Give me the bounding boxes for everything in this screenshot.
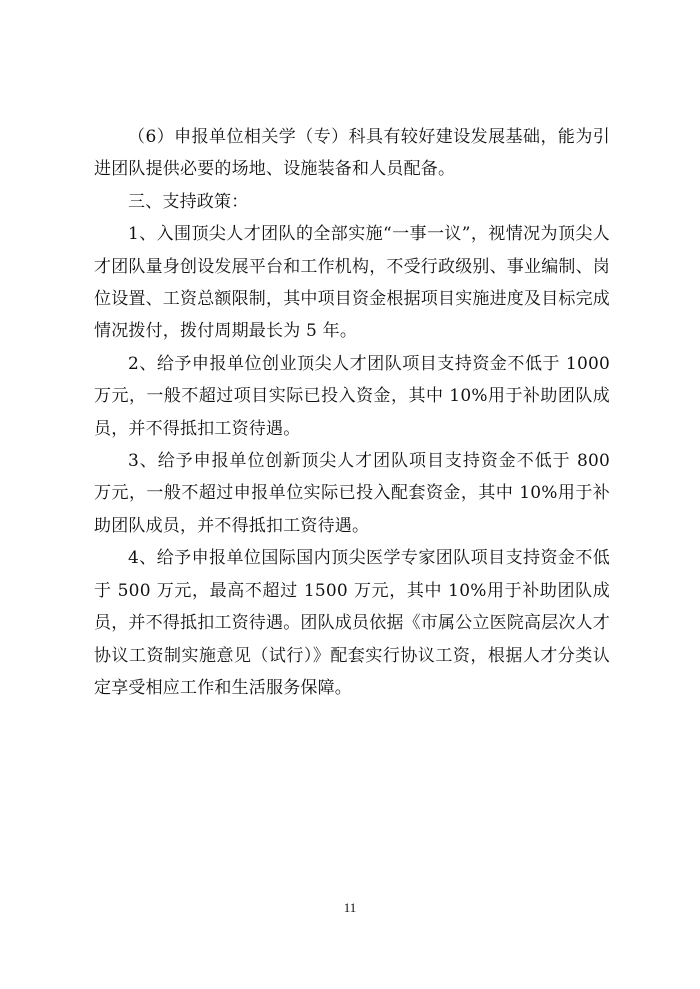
- page-number: 11: [343, 900, 357, 915]
- paragraph-policy-1: 1、入围顶尖人才团队的全部实施“一事一议”，视情况为顶尖人才团队量身创设发展平台和工作机构，不受行政级别、事业编制、岗位设置、工资总额限制，其中项目资金根据项目实施进度及目标完成情况拨付，拨付周期最长为 5 年。: [94, 224, 610, 342]
- paragraph-policy-3: 3、给予申报单位创新顶尖人才团队项目支持资金不低于 800 万元，一般不超过申报单位实际已投入配套资金，其中 10%用于补助团队成员，并不得抵扣工资待遇。: [94, 451, 610, 536]
- section-heading-support-policy: 三、支持政策：: [128, 191, 249, 212]
- paragraph-condition-6: （6）申报单位相关学（专）科具有较好建设发展基础，能为引进团队提供必要的场地、设施装备和人员配备。: [94, 127, 610, 180]
- document-body: [94, 121, 610, 704]
- paragraph-policy-2: 2、给予申报单位创业顶尖人才团队项目支持资金不低于 1000 万元，一般不超过项目实际已投入资金，其中 10%用于补助团队成员，并不得抵扣工资待遇。: [94, 353, 610, 439]
- paragraph-policy-4: 4、给予申报单位国际国内顶尖医学专家团队项目支持资金不低于 500 万元，最高不超过 1500 万元，其中 10%用于补助团队成员，并不得抵扣工资待遇。团队成员依据《市属公立医院高层次人才协议工资制实施意见（试行）》配套实行协议工资，根据人才分类认定享受相应工作和生活服务保障。: [94, 548, 610, 698]
